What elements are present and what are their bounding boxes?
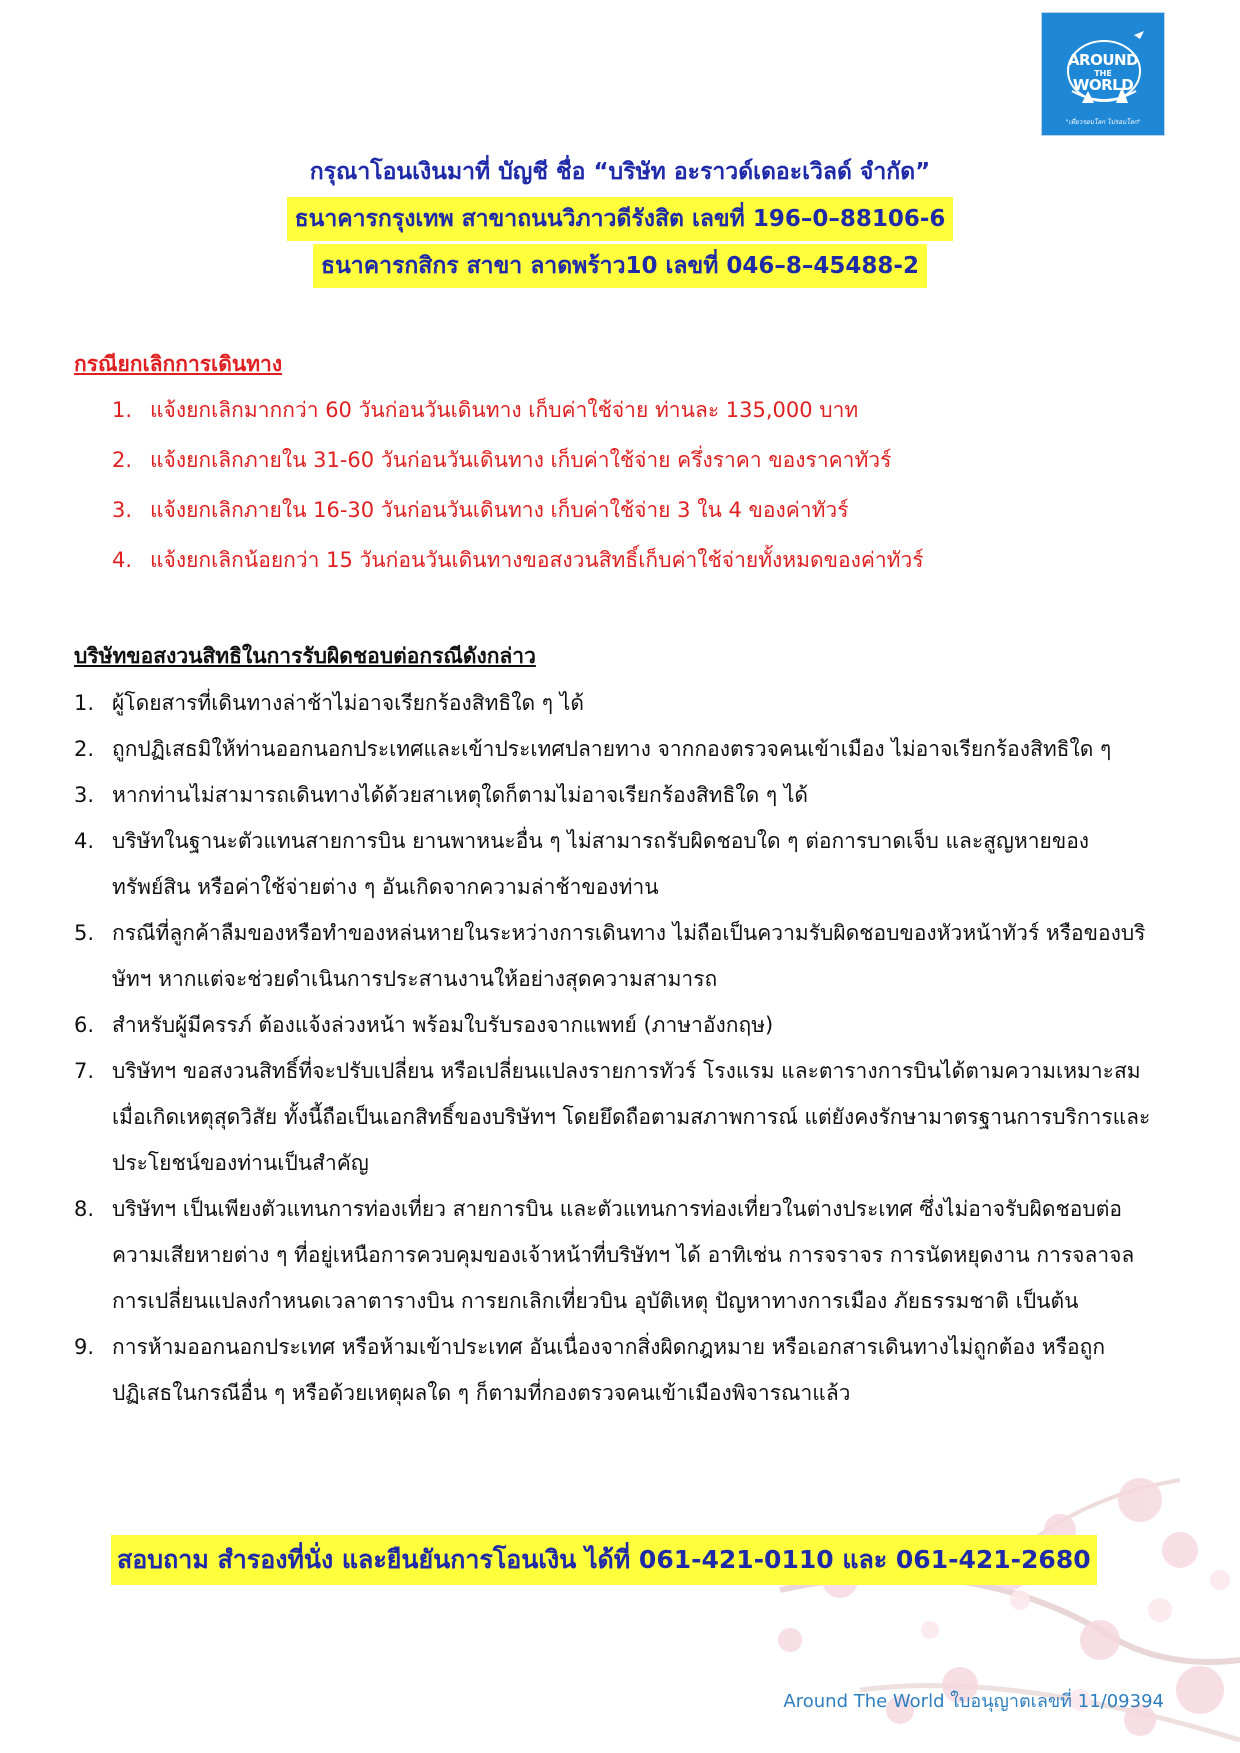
item-text: แจ้งยกเลิกภายใน 16-30 วันก่อนวันเดินทาง เก็บค่าใช้จ่าย 3 ใน 4 ของค่าทัวร์ <box>150 498 849 522</box>
item-number: 6. <box>74 1013 95 1037</box>
item-text: แจ้งยกเลิกมากกว่า 60 วันก่อนวันเดินทาง เก็บค่าใช้จ่าย ท่านละ 135,000 บาท <box>150 398 859 422</box>
list-item <box>74 1186 1164 1324</box>
company-logo <box>1041 12 1165 136</box>
list-item <box>74 1002 1164 1048</box>
item-number: 2. <box>112 448 133 472</box>
item-text: บริษัทฯ เป็นเพียงตัวแทนการท่องเที่ยว สายการบิน และตัวแทนการท่องเที่ยวในต่างประเทศ ซึ่งไม่อาจรับผิดชอบต่อความเสียหายต่าง ๆ ที่อยู่เหนือการควบคุมของเจ้าหน้าที่บริษัทฯ ได้ อาทิเช่น การจราจร การนัดหยุดงาน การจลาจล การเปลี่ยนแปลงกำหนดเวลาตารางบิน การยกเลิกเที่ยวบิน อุบัติเหตุ ปัญหาทางการเมือง ภัยธรรมชาติ เป็นต้น <box>112 1197 1135 1313</box>
item-text: กรณีที่ลูกค้าลืมของหรือทำของหล่นหายในระหว่างการเดินทาง ไม่ถือเป็นความรับผิดชอบของหัวหน้าทัวร์ หรือของบริษัทฯ หากแต่จะช่วยดำเนินการประสานงานให้อย่างสุดความสามารถ <box>112 921 1146 991</box>
logo-text-around: AROUND <box>1067 51 1139 69</box>
item-number: 8. <box>74 1197 95 1221</box>
bank-account-name <box>0 150 1240 194</box>
item-number: 1. <box>112 398 133 422</box>
list-item <box>74 680 1164 726</box>
item-number: 5. <box>74 921 95 945</box>
disclaimer-list <box>74 680 1164 1416</box>
disclaimer-title: บริษัทขอสงวนสิทธิในการรับผิดชอบต่อกรณีดังกล่าว <box>74 644 536 668</box>
item-text: หากท่านไม่สามารถเดินทางได้ด้วยสาเหตุใดก็ตามไม่อาจเรียกร้องสิทธิใด ๆ ได้ <box>112 783 809 807</box>
bank-bangkok-text: ธนาคารกรุงเทพ สาขาถนนวิภาวดีรังสิต เลขที่ 196–0–88106-6 <box>287 197 954 241</box>
list-item <box>112 485 1112 535</box>
item-number: 3. <box>74 783 95 807</box>
item-number: 4. <box>112 548 133 572</box>
bank-bangkok <box>0 197 1240 241</box>
list-item <box>74 818 1164 910</box>
list-item <box>74 726 1164 772</box>
list-item <box>74 772 1164 818</box>
item-number: 7. <box>74 1059 95 1083</box>
bank-kasikorn-text: ธนาคารกสิกร สาขา ลาดพร้าว10 เลขที่ 046–8–45488-2 <box>313 244 927 288</box>
item-text: การห้ามออกนอกประเทศ หรือห้ามเข้าประเทศ อันเนื่องจากสิ่งผิดกฎหมาย หรือเอกสารเดินทางไม่ถูกต้อง หรือถูกปฏิเสธในกรณีอื่น ๆ หรือด้วยเหตุผลใด ๆ ก็ตามที่กองตรวจคนเข้าเมืองพิจารณาแล้ว <box>112 1335 1106 1405</box>
logo-text-the: THE <box>1094 69 1112 78</box>
list-item <box>112 435 1112 485</box>
item-text: บริษัทในฐานะตัวแทนสายการบิน ยานพาหนะอื่น ๆ ไม่สามารถรับผิดชอบใด ๆ ต่อการบาดเจ็บ และสูญหายของทรัพย์สิน หรือค่าใช้จ่ายต่าง ๆ อันเกิดจากความล่าช้าของท่าน <box>112 829 1090 899</box>
item-text: แจ้งยกเลิกภายใน 31-60 วันก่อนวันเดินทาง เก็บค่าใช้จ่าย ครึ่งราคา ของราคาทัวร์ <box>150 448 892 472</box>
item-number: 3. <box>112 498 133 522</box>
list-item <box>74 1048 1164 1186</box>
item-number: 2. <box>74 737 95 761</box>
bank-kasikorn <box>0 244 1240 288</box>
item-text: ผู้โดยสารที่เดินทางล่าช้าไม่อาจเรียกร้องสิทธิใด ๆ ได้ <box>112 691 584 715</box>
list-item <box>74 910 1164 1002</box>
contact-line: สอบถาม สำรองที่นั่ง และยืนยันการโอนเงิน ได้ที่ 061-421-0110 และ 061-421-2680 <box>111 1535 1097 1585</box>
list-item <box>112 535 1112 585</box>
item-text: สำหรับผู้มีครรภ์ ต้องแจ้งล่วงหน้า พร้อมใบรับรองจากแพทย์ (ภาษาอังกฤษ) <box>112 1013 774 1037</box>
item-number: 4. <box>74 829 95 853</box>
bank-account-name-text: กรุณาโอนเงินมาที่ บัญชี ชื่อ “บริษัท อะราวด์เดอะเวิลด์ จำกัด” <box>309 159 931 185</box>
list-item <box>112 385 1112 435</box>
item-number: 9. <box>74 1335 95 1359</box>
logo-text-world: WORLD <box>1072 76 1134 94</box>
item-text: บริษัทฯ ขอสงวนสิทธิ์ที่จะปรับเปลี่ยน หรือเปลี่ยนแปลงรายการทัวร์ โรงแรม และตารางการบินได้ตามความเหมาะสมเมื่อเกิดเหตุสุดวิสัย ทั้งนี้ถือเป็นเอกสิทธิ์ของบริษัทฯ โดยยึดถือตามสภาพการณ์ แต่ยังคงรักษามาตรฐานการบริการและประโยชน์ของท่านเป็นสำคัญ <box>112 1059 1151 1175</box>
cancellation-list <box>112 385 1112 585</box>
list-item <box>74 1324 1164 1416</box>
logo-tagline: "เที่ยวรอบโลก ไปรอบโลก" <box>1065 118 1141 126</box>
license-footer: Around The World ใบอนุญาตเลขที่ 11/09394 <box>783 1691 1164 1712</box>
item-text: แจ้งยกเลิกน้อยกว่า 15 วันก่อนวันเดินทางขอสงวนสิทธิ์เก็บค่าใช้จ่ายทั้งหมดของค่าทัวร์ <box>150 548 924 572</box>
cancellation-title: กรณียกเลิกการเดินทาง <box>74 352 283 376</box>
item-number: 1. <box>74 691 95 715</box>
item-text: ถูกปฏิเสธมิให้ท่านออกนอกประเทศและเข้าประเทศปลายทาง จากกองตรวจคนเข้าเมือง ไม่อาจเรียกร้องสิทธิใด ๆ <box>112 737 1112 761</box>
